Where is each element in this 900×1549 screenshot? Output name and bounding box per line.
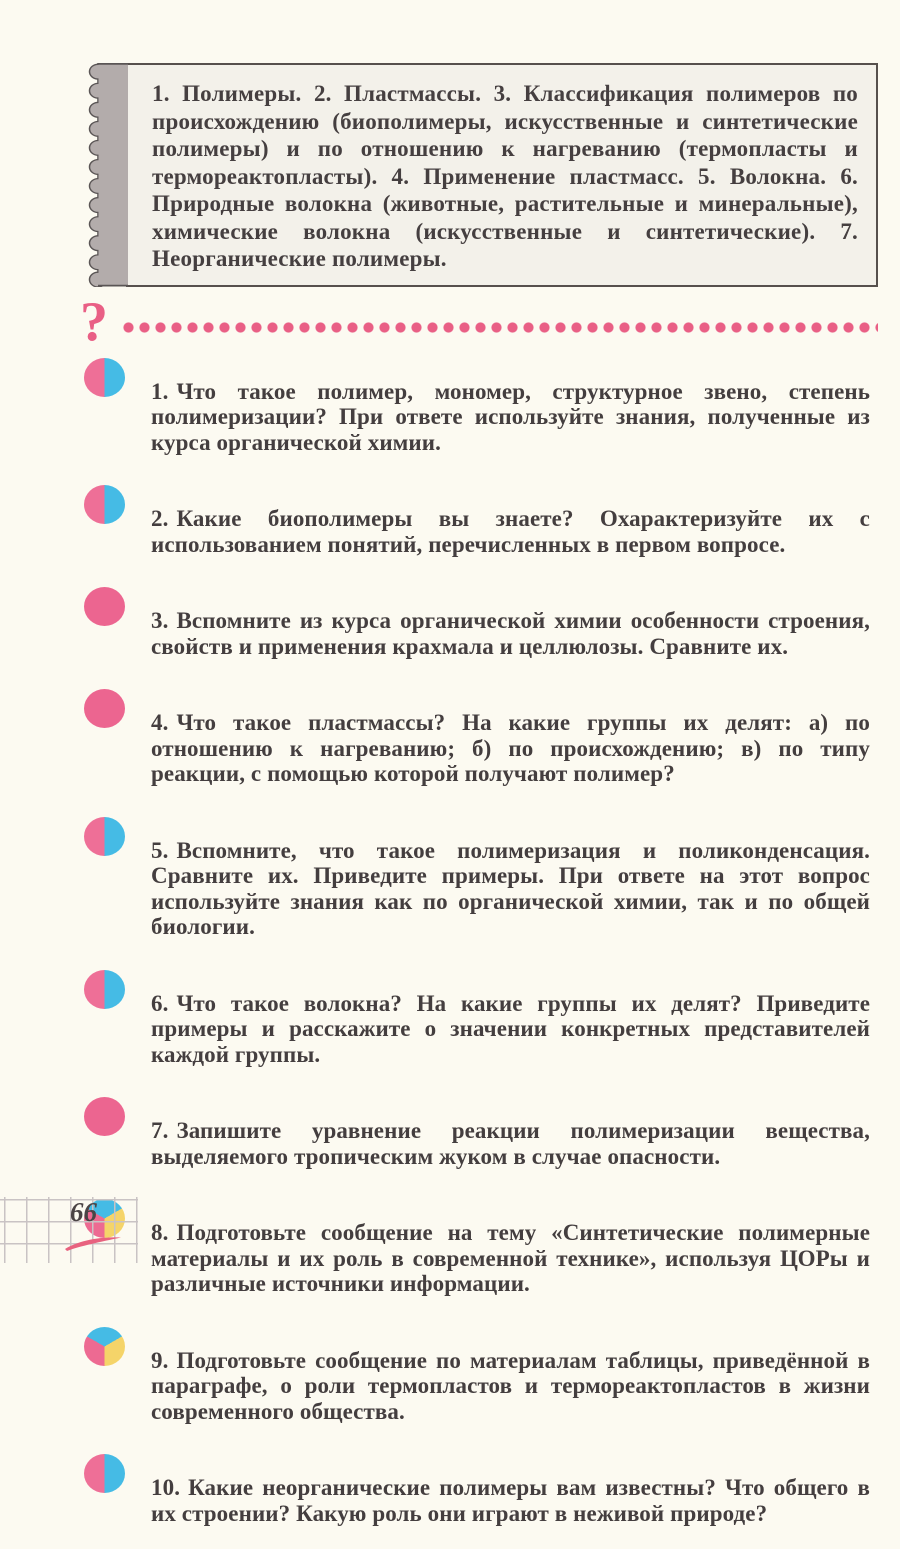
question-text: 5. Вспомните, что такое полимеризация и поликонденсация. Сравните их. Приведите примеры. При ответе на этот вопрос используйте знания как по органической химии, так и по общей биологии. [151,838,870,940]
torn-edge-decoration [87,63,128,287]
question-category-pie-icon [84,1327,125,1366]
question-number: 4. [151,710,168,735]
question-category-pie-icon [84,970,125,1009]
question-category-pie-icon [84,358,125,397]
graph-paper-decoration [0,1197,138,1263]
question-text: 3. Вспомните из курса органической химии особенности строения, свойств и применения крахмала и целлюлозы. Сравните их. [151,608,870,659]
question-item [84,1452,870,1549]
dotted-rule-decoration [122,321,878,334]
question-category-pie-icon [84,689,125,728]
question-item [84,1095,870,1192]
question-category-pie-icon [84,1454,125,1493]
question-text: 1. Что такое полимер, мономер, структурное звено, степень полимеризации? При ответе используйте знания, полученные из курса органической химии. [151,379,870,456]
question-text: 7. Запишите уравнение реакции полимеризации вещества, выделяемого тропическим жуком в случае опасности. [151,1118,870,1169]
question-number: 10. [151,1475,180,1500]
question-text: 10. Какие неорганические полимеры вам известны? Что общего в их строении? Какую роль они играют в неживой природе? [151,1475,870,1526]
textbook-page [0,63,900,1263]
question-item [84,815,870,963]
question-item [84,968,870,1091]
questions-header [80,296,878,348]
question-number: 5. [151,838,168,863]
question-item [84,356,870,479]
question-category-pie-icon [84,485,125,524]
pink-swoosh-decoration [62,1235,124,1253]
question-number: 8. [151,1220,168,1245]
question-number: 3. [151,608,168,633]
question-item [84,687,870,810]
question-category-pie-icon [84,587,125,626]
question-number: 6. [151,991,168,1016]
question-category-pie-icon [84,817,125,856]
question-item [84,585,870,682]
question-item [84,1197,870,1320]
question-number: 7. [151,1118,168,1143]
question-item [84,483,870,580]
question-text: 8. Подготовьте сообщение на тему «Синтетические полимерные материалы и их роль в современной технике», используя ЦОРы и различные источники информации. [151,1220,870,1297]
question-category-pie-icon [84,1097,125,1136]
question-mark-icon: ? [80,296,108,348]
question-text: 2. Какие биополимеры вы знаете? Охарактеризуйте их с использованием понятий, перечисленных в первом вопросе. [151,506,870,557]
question-text: 6. Что такое волокна? На какие группы их делят? Приведите примеры и расскажите о значении конкретных представителей каждой группы. [151,991,870,1068]
question-text: 4. Что такое пластмассы? На какие группы их делят: а) по отношению к нагреванию; б) по происхождению; в) по типу реакции, с помощью которой получают полимер? [151,710,870,787]
question-number: 1. [151,379,168,404]
question-number: 2. [151,506,168,531]
question-text: 9. Подготовьте сообщение по материалам таблицы, приведённой в параграфе, о роли термопластов и термореактопластов в жизни современного общества. [151,1348,870,1425]
question-item [84,1325,870,1448]
summary-box [126,63,878,287]
question-number: 9. [151,1348,168,1373]
page-number: 66 [70,1197,97,1228]
questions-list [84,356,870,1549]
summary-text: 1. Полимеры. 2. Пластмассы. 3. Классификация полимеров по происхождению (биополимеры, искусственные и синтетические полимеры) и по отношению к нагреванию (термопласты и термореактопласты). 4. Применение пластмасс. 5. Волокна. 6. Природные волокна (животные, растительные и минеральные), химические волокна (искусственные и синтетические). 7. Неорганические полимеры. [152,80,858,273]
